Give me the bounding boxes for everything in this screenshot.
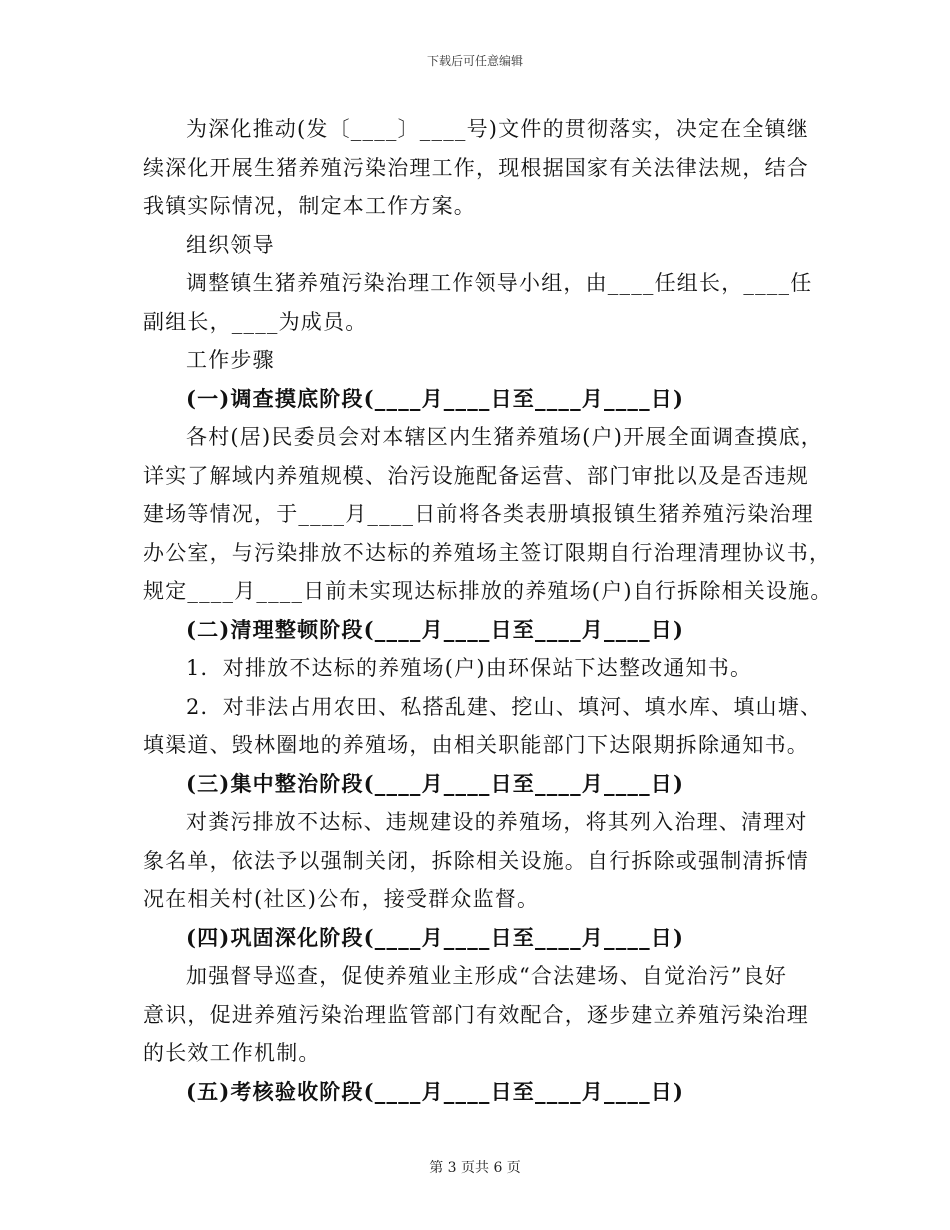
document-body <box>143 110 833 1111</box>
paragraph-organization-line-2: 副组长，____为成员。 <box>143 309 368 334</box>
section-heading-organization: 组织领导 <box>186 232 275 257</box>
paragraph-intro-line-1: 为深化推动(发〔____〕____号)文件的贯彻落实，决定在全镇继 <box>186 117 809 141</box>
paragraph-stage-1-line-2: 详实了解域内养殖规模、治污设施配备运营、部门审批以及是否违规 <box>143 463 809 488</box>
paragraph-intro-line-2: 续深化开展生猪养殖污染治理工作，现根据国家有关法律法规，结合 <box>143 155 809 180</box>
paragraph-organization-line-1: 调整镇生猪养殖污染治理工作领导小组，由____任组长，____任 <box>186 271 813 295</box>
paragraph-stage-3-line-3: 况在相关村(社区)公布，接受群众监督。 <box>143 887 540 911</box>
stage-heading-4: (四)巩固深化阶段(____月____日至____月____日) <box>186 924 685 950</box>
stage-heading-2: (二)清理整顿阶段(____月____日至____月____日) <box>186 616 685 642</box>
paragraph-stage-1-line-5: 规定____月____日前未实现达标排放的养殖场(户)自行拆除相关设施。 <box>143 579 833 603</box>
page-header: 下载后可任意编辑 <box>426 54 523 68</box>
list-item-stage-2-2-line-1: 2．对非法占用农田、私搭乱建、挖山、填河、填水库、填山塘、 <box>186 694 823 719</box>
stage-heading-5: (五)考核验收阶段(____月____日至____月____日) <box>186 1078 685 1104</box>
paragraph-stage-4-line-1: 加强督导巡查，促使养殖业主形成“合法建场、自觉治污”良好 <box>186 964 788 988</box>
paragraph-stage-1-line-3: 建场等情况，于____月____日前将各类表册填报镇生猪养殖污染治理 <box>143 502 814 526</box>
list-item-stage-2-2-line-2: 填渠道、毁林圈地的养殖场，由相关职能部门下达限期拆除通知书。 <box>143 733 809 757</box>
paragraph-stage-1-line-4: 办公室，与污染排放不达标的养殖场主签订限期自行治理清理协议书， <box>143 540 832 565</box>
stage-heading-1: (一)调查摸底阶段(____月____日至____月____日) <box>186 385 685 411</box>
stage-heading-3: (三)集中整治阶段(____月____日至____月____日) <box>186 770 685 796</box>
list-item-stage-2-1: 1．对排放不达标的养殖场(户)由环保站下达整改通知书。 <box>186 656 753 680</box>
section-heading-steps: 工作步骤 <box>186 348 275 372</box>
paragraph-stage-4-line-2: 意识，促进养殖污染治理监管部门有效配合，逐步建立养殖污染治理 <box>143 1002 809 1027</box>
paragraph-intro-line-3: 我镇实际情况，制定本工作方案。 <box>143 194 476 218</box>
page-footer: 第 3 页共 6 页 <box>429 1160 521 1176</box>
paragraph-stage-1-line-1: 各村(居)民委员会对本辖区内生猪养殖场(户)开展全面调查摸底， <box>186 425 823 449</box>
paragraph-stage-4-line-3: 的长效工作机制。 <box>143 1041 321 1065</box>
paragraph-stage-3-line-1: 对粪污排放不达标、违规建设的养殖场，将其列入治理、清理对 <box>186 810 808 834</box>
paragraph-stage-3-line-2: 象名单，依法予以强制关闭，拆除相关设施。自行拆除或强制清拆情 <box>143 848 809 873</box>
